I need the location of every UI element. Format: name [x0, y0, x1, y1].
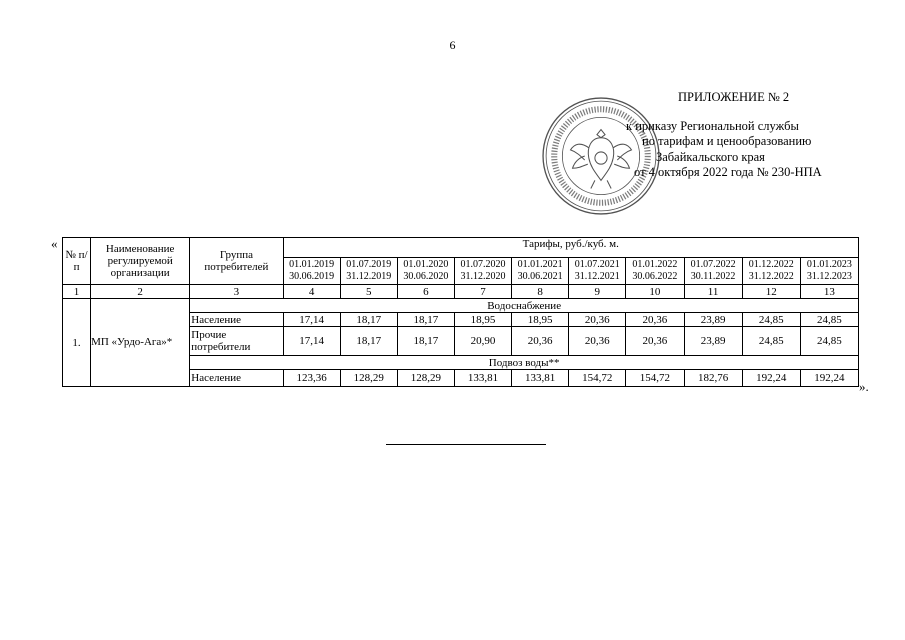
- header-tariffs: Тарифы, руб./куб. м.: [283, 238, 858, 258]
- consumer-group: Население: [190, 370, 283, 387]
- column-number: 6: [397, 285, 454, 299]
- tariff-value: 18,95: [512, 313, 569, 327]
- appendix-line: Забайкальского края: [656, 149, 765, 164]
- period-header: [800, 258, 858, 285]
- period-from: 01.07.2020: [460, 259, 506, 270]
- column-number: 2: [91, 285, 190, 299]
- column-number: 9: [569, 285, 626, 299]
- period-to: 30.06.2021: [517, 271, 563, 282]
- tariff-value: 17,14: [283, 327, 340, 356]
- column-number: 7: [454, 285, 511, 299]
- column-number: 12: [742, 285, 800, 299]
- tariff-value: 20,90: [454, 327, 511, 356]
- tariff-value: 17,14: [283, 313, 340, 327]
- period-to: 30.11.2022: [690, 271, 736, 282]
- tariff-value: 20,36: [626, 327, 684, 356]
- tariff-value: 20,36: [512, 327, 569, 356]
- opening-quote: «: [51, 236, 58, 251]
- tariff-value: 133,81: [512, 370, 569, 387]
- period-to: 30.06.2022: [632, 271, 678, 282]
- period-from: 01.12.2022: [748, 259, 794, 270]
- column-number: 3: [190, 285, 283, 299]
- period-to: 31.12.2023: [806, 271, 852, 282]
- period-header: [340, 258, 397, 285]
- tariff-value: 18,17: [340, 327, 397, 356]
- tariff-value: 24,85: [742, 327, 800, 356]
- column-number: 11: [684, 285, 742, 299]
- tariff-value: 182,76: [684, 370, 742, 387]
- column-number: 8: [512, 285, 569, 299]
- column-number: 13: [800, 285, 858, 299]
- tariff-value: 20,36: [569, 313, 626, 327]
- footer-rule: [386, 444, 546, 445]
- tariff-value: 192,24: [742, 370, 800, 387]
- tariff-value: 192,24: [800, 370, 858, 387]
- appendix-line: к приказу Региональной службы: [626, 118, 799, 133]
- period-from: 01.01.2019: [289, 259, 335, 270]
- period-header: [626, 258, 684, 285]
- period-from: 01.01.2022: [632, 259, 678, 270]
- organization-name: МП «Урдо-Ага»*: [91, 299, 190, 387]
- appendix-line: от 4 октября 2022 года № 230-НПА: [634, 165, 822, 179]
- tariff-value: 128,29: [397, 370, 454, 387]
- appendix-header: [612, 90, 862, 181]
- header-consumer-group: Группа потребителей: [190, 238, 283, 285]
- entry-number: 1.: [63, 299, 91, 387]
- period-from: 01.01.2020: [403, 259, 449, 270]
- tariff-value: 23,89: [684, 327, 742, 356]
- period-to: 31.12.2020: [460, 271, 506, 282]
- tariff-value: 154,72: [626, 370, 684, 387]
- period-header: [684, 258, 742, 285]
- section-title: Водоснабжение: [190, 299, 859, 313]
- tariff-value: 128,29: [340, 370, 397, 387]
- tariff-table: [62, 237, 859, 387]
- column-number: 5: [340, 285, 397, 299]
- period-to: 31.12.2019: [346, 271, 392, 282]
- tariff-value: 18,17: [397, 327, 454, 356]
- consumer-group: Прочие потребители: [190, 327, 283, 356]
- header-organization: Наименование регулируемой организации: [91, 238, 190, 285]
- tariff-value: 18,17: [340, 313, 397, 327]
- period-to: 30.06.2019: [289, 271, 335, 282]
- consumer-group: Население: [190, 313, 283, 327]
- period-from: 01.07.2022: [690, 259, 736, 270]
- section-row: [63, 299, 859, 313]
- period-to: 31.12.2022: [748, 271, 794, 282]
- period-header: [397, 258, 454, 285]
- tariff-value: 123,36: [283, 370, 340, 387]
- tariff-value: 154,72: [569, 370, 626, 387]
- page-number: 6: [449, 38, 456, 52]
- period-header: [569, 258, 626, 285]
- tariff-value: 24,85: [800, 313, 858, 327]
- header-number: № п/п: [63, 238, 91, 285]
- section-title: Подвоз воды**: [190, 356, 859, 370]
- period-from: 01.07.2019: [346, 259, 392, 270]
- tariff-value: 18,17: [397, 313, 454, 327]
- tariff-value: 24,85: [800, 327, 858, 356]
- period-header: [742, 258, 800, 285]
- tariff-value: 23,89: [684, 313, 742, 327]
- tariff-value: 20,36: [569, 327, 626, 356]
- period-to: 31.12.2021: [574, 271, 620, 282]
- column-number: 1: [63, 285, 91, 299]
- closing-quote: ».: [859, 379, 869, 394]
- tariff-value: 133,81: [454, 370, 511, 387]
- column-number: 4: [283, 285, 340, 299]
- appendix-title: ПРИЛОЖЕНИЕ № 2: [678, 90, 790, 104]
- period-header: [454, 258, 511, 285]
- tariff-value: 24,85: [742, 313, 800, 327]
- period-to: 30.06.2020: [403, 271, 449, 282]
- tariff-value: 18,95: [454, 313, 511, 327]
- column-number: 10: [626, 285, 684, 299]
- period-header: [512, 258, 569, 285]
- period-from: 01.01.2021: [517, 259, 563, 270]
- column-number-row: [63, 285, 859, 299]
- period-from: 01.07.2021: [574, 259, 620, 270]
- period-header: [283, 258, 340, 285]
- period-from: 01.01.2023: [806, 259, 852, 270]
- tariff-value: 20,36: [626, 313, 684, 327]
- appendix-line: по тарифам и ценообразованию: [642, 134, 812, 148]
